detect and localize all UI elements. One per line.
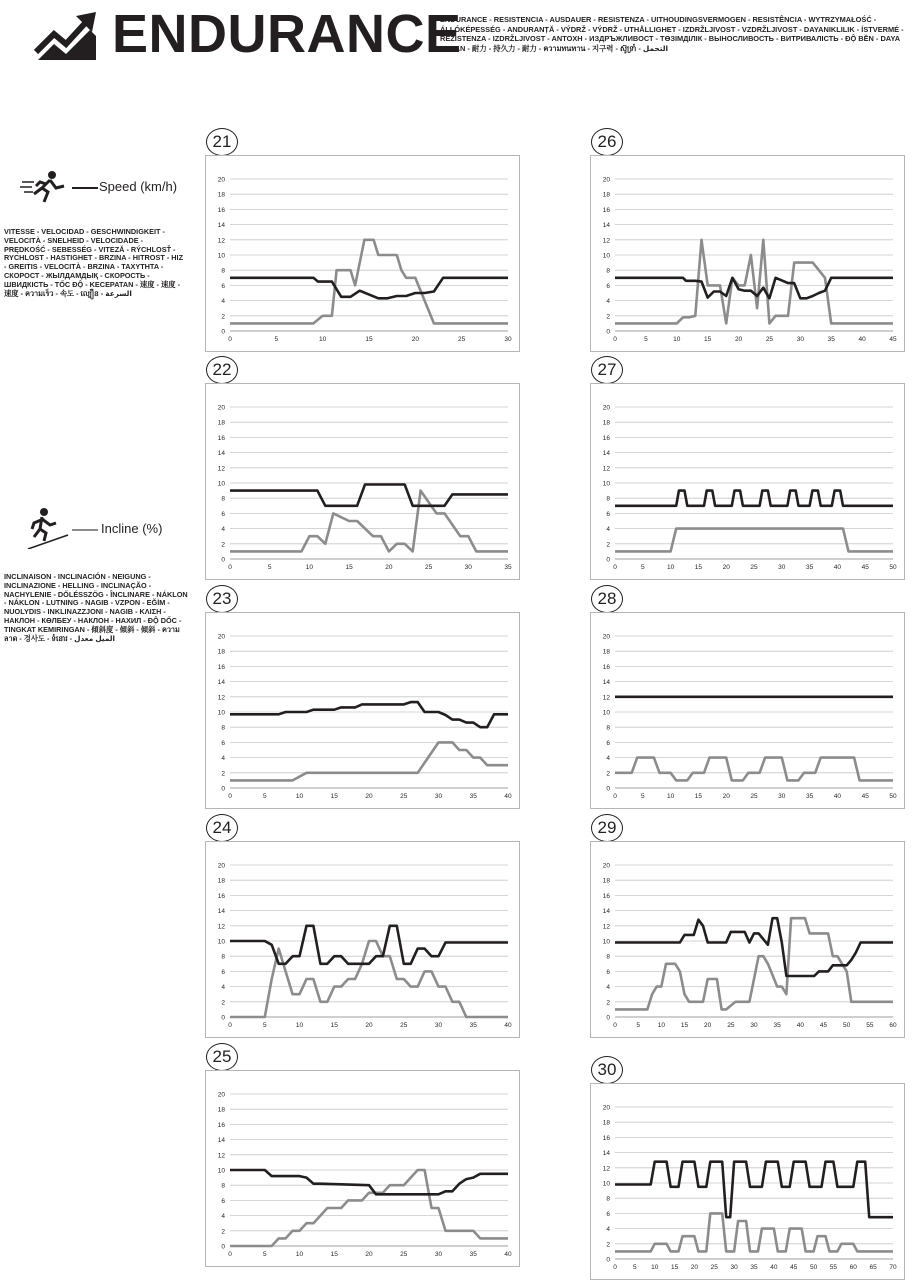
x-tick-label: 35 bbox=[469, 793, 477, 800]
x-tick-label: 10 bbox=[651, 1264, 659, 1271]
y-tick-label: 0 bbox=[221, 328, 225, 336]
x-tick-label: 5 bbox=[262, 1022, 267, 1029]
y-tick-label: 14 bbox=[602, 679, 610, 687]
x-tick-label: 25 bbox=[400, 1022, 408, 1029]
page-title: ENDURANCE bbox=[112, 4, 462, 64]
y-tick-label: 6 bbox=[221, 968, 225, 976]
x-tick-label: 15 bbox=[330, 1251, 338, 1258]
y-tick-label: 0 bbox=[221, 1243, 225, 1251]
x-tick-label: 30 bbox=[434, 793, 443, 800]
y-tick-label: 12 bbox=[602, 237, 610, 245]
x-tick-label: 50 bbox=[889, 793, 897, 800]
title-translations: ENDURANCE - RESISTENCIA - AUSDAUER - RESISTENZA - UITHOUDINGSVERMOGEN - RESISTÊNCIA - WYTRZYMAŁOŚĆ - ÁLLÓKÉPESSÉG - ANDURANȚĂ - VÝDRŽ - VÝDRŽ - UTHÅLLIGHET - IZDRŽLJIVOST - VZDRŽLJIVOST - DAYANIKLILIK - ÍSTVERMÉ - REZISTENZA - IZDRŽLJIVOST - ANTOXH - ИЗДРЪЖЛИВОСТ - TӨЗIМДIЛIК - ВЫНОСЛИВОСТЬ - ВИТРИВАЛІСТЬ - ĐỘ BỀN - DAYA TAHAN - 耐力 - 持久力 - 耐力 - ความทนทาน - 지구력 - ស៊ូទ្រាំ - التحمل bbox=[440, 15, 904, 53]
workout-chart bbox=[590, 1083, 905, 1280]
chart-frame bbox=[206, 1071, 520, 1267]
x-tick-label: 50 bbox=[889, 564, 897, 571]
header bbox=[0, 0, 920, 70]
y-tick-label: 16 bbox=[217, 434, 225, 442]
x-tick-label: 50 bbox=[843, 1022, 851, 1029]
y-tick-label: 18 bbox=[217, 191, 225, 199]
y-tick-label: 10 bbox=[602, 480, 610, 488]
x-tick-label: 50 bbox=[809, 1264, 818, 1271]
incline-legend-label: Incline (%) bbox=[101, 521, 163, 536]
x-tick-label: 0 bbox=[228, 336, 232, 343]
y-tick-label: 18 bbox=[602, 419, 610, 427]
x-tick-label: 0 bbox=[613, 564, 617, 571]
x-tick-label: 15 bbox=[365, 336, 373, 343]
y-tick-label: 16 bbox=[217, 663, 225, 671]
x-tick-label: 45 bbox=[861, 564, 869, 571]
x-tick-label: 35 bbox=[504, 564, 512, 571]
y-tick-label: 0 bbox=[606, 1014, 610, 1022]
y-tick-label: 14 bbox=[217, 450, 225, 458]
x-tick-label: 35 bbox=[827, 336, 835, 343]
x-tick-label: 40 bbox=[833, 793, 842, 800]
x-tick-label: 15 bbox=[694, 793, 703, 800]
x-tick-label: 35 bbox=[805, 564, 814, 571]
x-tick-label: 5 bbox=[262, 793, 267, 800]
workout-panel-29 bbox=[590, 813, 905, 1038]
y-tick-label: 14 bbox=[602, 450, 610, 458]
x-tick-label: 25 bbox=[710, 1264, 718, 1271]
workout-chart bbox=[205, 612, 520, 809]
workout-panel-27 bbox=[590, 355, 905, 580]
x-tick-label: 35 bbox=[805, 793, 814, 800]
x-tick-label: 45 bbox=[819, 1022, 828, 1029]
y-tick-label: 14 bbox=[217, 908, 225, 916]
y-tick-label: 10 bbox=[217, 709, 225, 717]
y-tick-label: 6 bbox=[221, 510, 225, 518]
x-tick-label: 10 bbox=[295, 1022, 304, 1029]
y-tick-label: 16 bbox=[217, 892, 225, 900]
x-tick-label: 5 bbox=[644, 336, 648, 343]
x-tick-label: 10 bbox=[657, 1022, 665, 1029]
y-tick-label: 8 bbox=[606, 724, 610, 732]
workout-panel-22 bbox=[205, 355, 520, 580]
y-tick-label: 14 bbox=[602, 222, 610, 230]
incline-legend-line bbox=[72, 529, 98, 531]
y-tick-label: 10 bbox=[602, 709, 610, 717]
y-tick-label: 0 bbox=[606, 785, 610, 793]
y-tick-label: 4 bbox=[221, 984, 225, 992]
workout-number-badge: 26 bbox=[591, 128, 623, 156]
x-tick-label: 30 bbox=[434, 1251, 443, 1258]
y-tick-label: 4 bbox=[221, 1213, 225, 1221]
y-tick-label: 18 bbox=[602, 877, 610, 885]
x-tick-label: 40 bbox=[796, 1022, 804, 1029]
x-tick-label: 25 bbox=[750, 793, 758, 800]
y-tick-label: 10 bbox=[217, 1167, 225, 1175]
y-tick-label: 2 bbox=[221, 770, 225, 778]
y-tick-label: 8 bbox=[221, 724, 225, 732]
workout-panel-28 bbox=[590, 584, 905, 809]
x-tick-label: 0 bbox=[228, 1251, 232, 1258]
x-tick-label: 10 bbox=[305, 564, 314, 571]
y-tick-label: 14 bbox=[217, 222, 225, 230]
x-tick-label: 15 bbox=[680, 1022, 689, 1029]
y-tick-label: 18 bbox=[217, 648, 225, 656]
y-tick-label: 6 bbox=[606, 510, 610, 518]
y-tick-label: 14 bbox=[217, 679, 225, 687]
speed-legend bbox=[0, 160, 190, 350]
y-tick-label: 14 bbox=[602, 1150, 610, 1158]
y-tick-label: 6 bbox=[606, 968, 610, 976]
x-tick-label: 55 bbox=[829, 1264, 838, 1271]
y-tick-label: 0 bbox=[221, 785, 225, 793]
x-tick-label: 0 bbox=[228, 564, 232, 571]
x-tick-label: 5 bbox=[267, 564, 272, 571]
y-tick-label: 10 bbox=[217, 252, 225, 260]
y-tick-label: 12 bbox=[602, 694, 610, 702]
y-tick-label: 2 bbox=[606, 541, 610, 549]
runner-speed-icon bbox=[20, 170, 68, 204]
y-tick-label: 6 bbox=[606, 739, 610, 747]
workout-number-badge: 22 bbox=[206, 356, 238, 384]
chart-frame bbox=[591, 613, 905, 809]
workout-chart bbox=[205, 1070, 520, 1267]
workout-chart bbox=[205, 841, 520, 1038]
y-tick-label: 20 bbox=[217, 404, 225, 412]
speed-translations: VITESSE - VELOCIDAD - GESCHWINDIGKEIT - VELOCITÀ - SNELHEID - VELOCIDADE - PRĘDKOŚĆ - SEBESSÉG - VITEZĂ - RÝCHLOSŤ - RYCHLOST - HASTIGHET - BRZINA - HITROST - HIZ - GREITIS - VELOCITÀ - BRZINA - TAXYTHTA - СКОРОСТ - ЖЫЛДАМДЫҚ - СКОРОСТЬ - ШВИДКІСТЬ - TỐC ĐỘ - KECEPATAN - 速度 - 速度 - 速度 - ความเร็ว - 속도 - ល្បឿន - السرعة bbox=[4, 227, 184, 298]
x-tick-label: 40 bbox=[504, 793, 512, 800]
y-tick-label: 18 bbox=[217, 419, 225, 427]
y-tick-label: 8 bbox=[606, 267, 610, 275]
x-tick-label: 15 bbox=[670, 1264, 679, 1271]
y-tick-label: 12 bbox=[602, 1165, 610, 1173]
y-tick-label: 10 bbox=[602, 252, 610, 260]
x-tick-label: 35 bbox=[469, 1022, 477, 1029]
x-tick-label: 10 bbox=[295, 793, 304, 800]
x-tick-label: 10 bbox=[666, 793, 675, 800]
x-tick-label: 15 bbox=[345, 564, 353, 571]
y-tick-label: 20 bbox=[217, 633, 225, 641]
x-tick-label: 25 bbox=[765, 336, 774, 343]
speed-legend-line bbox=[72, 187, 98, 189]
y-tick-label: 20 bbox=[217, 862, 225, 870]
x-tick-label: 5 bbox=[262, 1251, 267, 1258]
y-tick-label: 20 bbox=[602, 1104, 610, 1112]
y-tick-label: 12 bbox=[602, 923, 610, 931]
x-tick-label: 20 bbox=[722, 564, 730, 571]
y-tick-label: 4 bbox=[221, 526, 225, 534]
workout-number-badge: 23 bbox=[206, 585, 238, 613]
x-tick-label: 45 bbox=[861, 793, 869, 800]
x-tick-label: 0 bbox=[228, 793, 232, 800]
incline-translations: INCLINAISON - INCLINACIÓN - NEIGUNG - INCLINAZIONE - HELLING - INCLINAÇÃO - NACHYLENIE - DŐLÉSSZÖG - ÎNCLINARE - NÁKLON - NÁKLON - LUTNING - NAGIB - VZPON - EĞİM - NUOLYDIS - INKLINAZZJONI - NAGIB - ΚΛΙΣΗ - НАКЛОН - КӨЛБЕУ - НАКЛОН - НАХИЛ - ĐỘ DỐC - TINGKAT KEMIRINGAN - 傾斜度 - 傾斜 - 傾斜 - ความลาด - 경사도 - ទំនោរ - الميل معدل bbox=[4, 572, 188, 643]
workout-panel-30 bbox=[590, 1055, 905, 1280]
x-tick-label: 25 bbox=[727, 1022, 735, 1029]
workout-number-badge: 25 bbox=[206, 1043, 238, 1071]
x-tick-label: 70 bbox=[889, 1264, 897, 1271]
x-tick-label: 5 bbox=[640, 793, 645, 800]
y-tick-label: 12 bbox=[602, 465, 610, 473]
workout-panel-26 bbox=[590, 127, 905, 352]
x-tick-label: 30 bbox=[750, 1022, 758, 1029]
y-tick-label: 14 bbox=[602, 908, 610, 916]
y-tick-label: 6 bbox=[606, 282, 610, 290]
x-tick-label: 20 bbox=[690, 1264, 699, 1271]
x-tick-label: 45 bbox=[790, 1264, 798, 1271]
y-tick-label: 16 bbox=[602, 663, 610, 671]
y-tick-label: 4 bbox=[221, 755, 225, 763]
x-tick-label: 40 bbox=[504, 1251, 512, 1258]
x-tick-label: 15 bbox=[330, 1022, 338, 1029]
workout-panel-25 bbox=[205, 1042, 520, 1267]
y-tick-label: 0 bbox=[606, 1256, 610, 1264]
y-tick-label: 6 bbox=[221, 739, 225, 747]
x-tick-label: 20 bbox=[365, 1251, 373, 1258]
y-tick-label: 8 bbox=[221, 495, 225, 503]
x-tick-label: 40 bbox=[770, 1264, 778, 1271]
workout-chart bbox=[590, 841, 905, 1038]
x-tick-label: 20 bbox=[411, 336, 419, 343]
y-tick-label: 4 bbox=[606, 1226, 610, 1234]
x-tick-label: 25 bbox=[400, 1251, 408, 1258]
y-tick-label: 18 bbox=[602, 648, 610, 656]
y-tick-label: 4 bbox=[606, 755, 610, 763]
x-tick-label: 10 bbox=[666, 564, 675, 571]
x-tick-label: 5 bbox=[633, 1264, 637, 1271]
y-tick-label: 18 bbox=[217, 877, 225, 885]
y-tick-label: 20 bbox=[217, 176, 225, 184]
y-tick-label: 2 bbox=[606, 770, 610, 778]
y-tick-label: 8 bbox=[221, 267, 225, 275]
y-tick-label: 18 bbox=[602, 191, 610, 199]
y-tick-label: 2 bbox=[606, 313, 610, 321]
x-tick-label: 0 bbox=[613, 1022, 617, 1029]
x-tick-label: 20 bbox=[365, 793, 373, 800]
x-tick-label: 45 bbox=[889, 336, 897, 343]
y-tick-label: 4 bbox=[606, 298, 610, 306]
y-tick-label: 8 bbox=[221, 1182, 225, 1190]
y-tick-label: 16 bbox=[602, 892, 610, 900]
y-tick-label: 2 bbox=[221, 313, 225, 321]
y-tick-label: 2 bbox=[606, 1241, 610, 1249]
x-tick-label: 20 bbox=[722, 793, 730, 800]
runner-incline-icon bbox=[26, 507, 70, 549]
x-tick-label: 0 bbox=[228, 1022, 232, 1029]
workout-chart bbox=[205, 155, 520, 352]
y-tick-label: 8 bbox=[221, 953, 225, 961]
y-tick-label: 12 bbox=[217, 465, 225, 473]
chart-frame bbox=[206, 842, 520, 1038]
x-tick-label: 10 bbox=[319, 336, 327, 343]
y-tick-label: 14 bbox=[217, 1137, 225, 1145]
y-tick-label: 10 bbox=[602, 1180, 610, 1188]
y-tick-label: 20 bbox=[217, 1091, 225, 1099]
y-tick-label: 12 bbox=[217, 1152, 225, 1160]
y-tick-label: 6 bbox=[606, 1210, 610, 1218]
y-tick-label: 16 bbox=[602, 206, 610, 214]
y-tick-label: 10 bbox=[217, 938, 225, 946]
x-tick-label: 10 bbox=[295, 1251, 304, 1258]
y-tick-label: 4 bbox=[606, 984, 610, 992]
y-tick-label: 0 bbox=[221, 556, 225, 564]
x-tick-label: 25 bbox=[400, 793, 408, 800]
x-tick-label: 30 bbox=[464, 564, 472, 571]
workout-number-badge: 24 bbox=[206, 814, 238, 842]
y-tick-label: 18 bbox=[602, 1119, 610, 1127]
chart-frame bbox=[206, 613, 520, 809]
x-tick-label: 30 bbox=[434, 1022, 443, 1029]
y-tick-label: 8 bbox=[606, 495, 610, 503]
x-tick-label: 60 bbox=[889, 1022, 897, 1029]
x-tick-label: 25 bbox=[458, 336, 466, 343]
x-tick-label: 35 bbox=[750, 1264, 758, 1271]
x-tick-label: 5 bbox=[636, 1022, 640, 1029]
incline-legend bbox=[0, 505, 192, 675]
workout-number-badge: 30 bbox=[591, 1056, 623, 1084]
chart-frame bbox=[206, 384, 520, 580]
workout-number-badge: 21 bbox=[206, 128, 238, 156]
workout-number-badge: 27 bbox=[591, 356, 623, 384]
y-tick-label: 6 bbox=[221, 282, 225, 290]
x-tick-label: 0 bbox=[613, 793, 617, 800]
x-tick-label: 35 bbox=[469, 1251, 477, 1258]
y-tick-label: 8 bbox=[606, 953, 610, 961]
x-tick-label: 20 bbox=[385, 564, 393, 571]
y-tick-label: 20 bbox=[602, 633, 610, 641]
x-tick-label: 40 bbox=[833, 564, 842, 571]
x-tick-label: 15 bbox=[330, 793, 338, 800]
x-tick-label: 0 bbox=[613, 336, 617, 343]
x-tick-label: 55 bbox=[866, 1022, 874, 1029]
y-tick-label: 2 bbox=[221, 1228, 225, 1236]
x-tick-label: 30 bbox=[730, 1264, 738, 1271]
workout-chart bbox=[590, 612, 905, 809]
x-tick-label: 60 bbox=[849, 1264, 857, 1271]
y-tick-label: 6 bbox=[221, 1197, 225, 1205]
x-tick-label: 25 bbox=[750, 564, 758, 571]
x-tick-label: 40 bbox=[858, 336, 866, 343]
y-tick-label: 0 bbox=[221, 1014, 225, 1022]
y-tick-label: 18 bbox=[217, 1106, 225, 1114]
workout-number-badge: 29 bbox=[591, 814, 623, 842]
x-tick-label: 65 bbox=[869, 1264, 877, 1271]
y-tick-label: 16 bbox=[217, 1121, 225, 1129]
y-tick-label: 2 bbox=[221, 999, 225, 1007]
y-tick-label: 4 bbox=[221, 298, 225, 306]
workout-panel-24 bbox=[205, 813, 520, 1038]
y-tick-label: 20 bbox=[602, 862, 610, 870]
y-tick-label: 16 bbox=[602, 1134, 610, 1142]
y-tick-label: 10 bbox=[602, 938, 610, 946]
x-tick-label: 30 bbox=[778, 564, 786, 571]
workout-number-badge: 28 bbox=[591, 585, 623, 613]
y-tick-label: 10 bbox=[217, 480, 225, 488]
endurance-trend-icon bbox=[34, 10, 100, 62]
workout-chart bbox=[590, 155, 905, 352]
x-tick-label: 20 bbox=[365, 1022, 373, 1029]
x-tick-label: 35 bbox=[773, 1022, 781, 1029]
y-tick-label: 16 bbox=[217, 206, 225, 214]
y-tick-label: 2 bbox=[606, 999, 610, 1007]
y-tick-label: 12 bbox=[217, 237, 225, 245]
speed-legend-label: Speed (km/h) bbox=[99, 179, 178, 194]
x-tick-label: 30 bbox=[504, 336, 512, 343]
x-tick-label: 30 bbox=[778, 793, 786, 800]
x-tick-label: 20 bbox=[704, 1022, 712, 1029]
chart-frame bbox=[591, 384, 905, 580]
x-tick-label: 15 bbox=[694, 564, 703, 571]
y-tick-label: 8 bbox=[606, 1195, 610, 1203]
x-tick-label: 30 bbox=[796, 336, 804, 343]
workout-panel-23 bbox=[205, 584, 520, 809]
x-tick-label: 5 bbox=[640, 564, 645, 571]
x-tick-label: 5 bbox=[274, 336, 279, 343]
x-tick-label: 15 bbox=[704, 336, 712, 343]
y-tick-label: 2 bbox=[221, 541, 225, 549]
y-tick-label: 16 bbox=[602, 434, 610, 442]
workout-panel-21 bbox=[205, 127, 520, 352]
y-tick-label: 12 bbox=[217, 694, 225, 702]
x-tick-label: 25 bbox=[424, 564, 433, 571]
workout-chart bbox=[205, 383, 520, 580]
workout-chart bbox=[590, 383, 905, 580]
x-tick-label: 0 bbox=[613, 1264, 617, 1271]
y-tick-label: 4 bbox=[606, 526, 610, 534]
y-tick-label: 0 bbox=[606, 328, 610, 336]
x-tick-label: 10 bbox=[673, 336, 681, 343]
y-tick-label: 12 bbox=[217, 923, 225, 931]
x-tick-label: 20 bbox=[734, 336, 743, 343]
y-tick-label: 20 bbox=[602, 176, 610, 184]
x-tick-label: 40 bbox=[504, 1022, 512, 1029]
y-tick-label: 20 bbox=[602, 404, 610, 412]
y-tick-label: 0 bbox=[606, 556, 610, 564]
